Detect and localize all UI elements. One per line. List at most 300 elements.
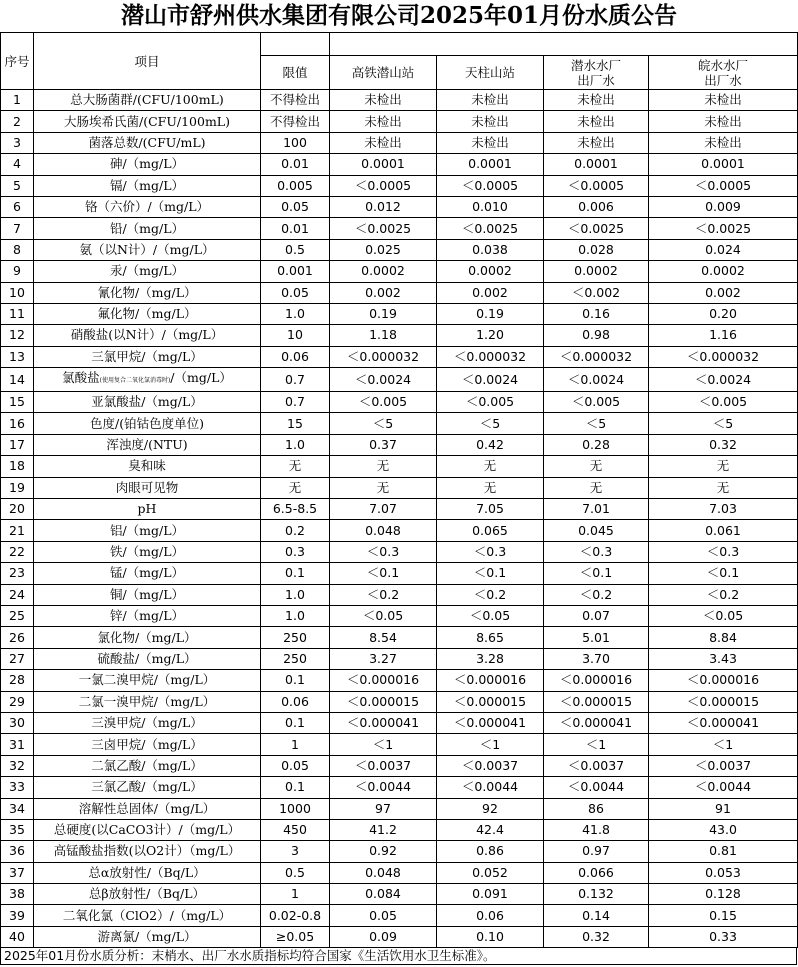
value-gaotie: ＜0.05 bbox=[330, 605, 437, 626]
value-wanshui-plant: 7.03 bbox=[649, 499, 798, 520]
row-item: 铝/（mg/L） bbox=[34, 520, 261, 541]
value-wanshui-plant: ＜0.0025 bbox=[649, 218, 798, 239]
value-gaotie: 0.012 bbox=[330, 196, 437, 217]
value-qianshui-plant: ＜0.2 bbox=[544, 584, 649, 605]
row-limit: 0.2 bbox=[261, 520, 330, 541]
value-tianzhushan: 8.65 bbox=[437, 627, 544, 648]
value-wanshui-plant: ＜0.0024 bbox=[649, 368, 798, 392]
row-limit: 0.05 bbox=[261, 196, 330, 217]
row-number: 20 bbox=[1, 499, 34, 520]
value-gaotie: 0.048 bbox=[330, 520, 437, 541]
value-qianshui-plant: 0.028 bbox=[544, 239, 649, 260]
value-gaotie: 0.19 bbox=[330, 303, 437, 324]
row-number: 23 bbox=[1, 563, 34, 584]
row-item: 锌/（mg/L） bbox=[34, 605, 261, 626]
value-qianshui-plant: ＜0.000041 bbox=[544, 712, 649, 733]
value-gaotie: 97 bbox=[330, 798, 437, 819]
row-limit: 0.06 bbox=[261, 346, 330, 367]
value-gaotie: 8.54 bbox=[330, 627, 437, 648]
table-row bbox=[1, 392, 798, 413]
table-row bbox=[1, 841, 798, 862]
value-qianshui-plant: ＜0.000032 bbox=[544, 346, 649, 367]
row-number: 28 bbox=[1, 670, 34, 691]
value-qianshui-plant: 0.0002 bbox=[544, 261, 649, 282]
value-tianzhushan: 0.091 bbox=[437, 884, 544, 905]
row-number: 5 bbox=[1, 175, 34, 196]
row-number: 31 bbox=[1, 734, 34, 755]
table-row bbox=[1, 648, 798, 669]
value-gaotie: 0.09 bbox=[330, 926, 437, 947]
row-item: 大肠埃希氏菌/(CFU/100mL) bbox=[34, 111, 261, 132]
table-row bbox=[1, 90, 798, 111]
row-item: 铁/（mg/L） bbox=[34, 541, 261, 562]
row-item: 总大肠菌群/(CFU/100mL) bbox=[34, 90, 261, 111]
value-wanshui-plant: 未检出 bbox=[649, 132, 798, 153]
water-quality-table bbox=[0, 32, 798, 948]
value-qianshui-plant: 0.14 bbox=[544, 905, 649, 926]
value-gaotie: ＜0.0005 bbox=[330, 175, 437, 196]
value-tianzhushan: ＜5 bbox=[437, 413, 544, 434]
value-gaotie: 7.07 bbox=[330, 499, 437, 520]
table-row bbox=[1, 670, 798, 691]
row-number: 17 bbox=[1, 434, 34, 455]
value-wanshui-plant: 0.009 bbox=[649, 196, 798, 217]
value-tianzhushan: ＜0.0024 bbox=[437, 368, 544, 392]
row-limit: 1 bbox=[261, 884, 330, 905]
value-gaotie: 0.92 bbox=[330, 841, 437, 862]
value-wanshui-plant: 0.15 bbox=[649, 905, 798, 926]
row-number: 24 bbox=[1, 584, 34, 605]
row-item: 总硬度(以CaCO3计）/（mg/L） bbox=[34, 819, 261, 840]
table-row bbox=[1, 346, 798, 367]
value-qianshui-plant: 0.98 bbox=[544, 325, 649, 346]
table-row bbox=[1, 196, 798, 217]
table-row bbox=[1, 926, 798, 947]
row-number: 9 bbox=[1, 261, 34, 282]
value-wanshui-plant: 0.0001 bbox=[649, 154, 798, 175]
table-row bbox=[1, 862, 798, 883]
value-tianzhushan: ＜0.000015 bbox=[437, 691, 544, 712]
table-row bbox=[1, 154, 798, 175]
table-row bbox=[1, 413, 798, 434]
value-gaotie: 无 bbox=[330, 456, 437, 477]
value-wanshui-plant: 91 bbox=[649, 798, 798, 819]
row-number: 16 bbox=[1, 413, 34, 434]
value-qianshui-plant: 3.70 bbox=[544, 648, 649, 669]
value-gaotie: ＜0.000032 bbox=[330, 346, 437, 367]
row-item: 硝酸盐(以N计）/（mg/L） bbox=[34, 325, 261, 346]
value-gaotie: 0.048 bbox=[330, 862, 437, 883]
row-item: 三氯乙酸/（mg/L） bbox=[34, 777, 261, 798]
table-row bbox=[1, 499, 798, 520]
value-qianshui-plant: 41.8 bbox=[544, 819, 649, 840]
value-qianshui-plant: 未检出 bbox=[544, 132, 649, 153]
row-item: 臭和味 bbox=[34, 456, 261, 477]
row-item: 氰化物/（mg/L） bbox=[34, 282, 261, 303]
value-wanshui-plant: 1.16 bbox=[649, 325, 798, 346]
row-limit: 0.02-0.8 bbox=[261, 905, 330, 926]
value-gaotie: 0.025 bbox=[330, 239, 437, 260]
row-limit: 0.1 bbox=[261, 712, 330, 733]
row-number: 22 bbox=[1, 541, 34, 562]
row-number: 2 bbox=[1, 111, 34, 132]
value-wanshui-plant: ＜1 bbox=[649, 734, 798, 755]
value-tianzhushan: 未检出 bbox=[437, 90, 544, 111]
value-gaotie: 3.27 bbox=[330, 648, 437, 669]
page-title: 潜山市舒州供水集团有限公司2025年01月份水质公告 bbox=[120, 2, 678, 29]
row-limit: 0.01 bbox=[261, 218, 330, 239]
header-limit: 限值 bbox=[261, 56, 330, 90]
value-wanshui-plant: 无 bbox=[649, 456, 798, 477]
value-gaotie: ＜0.0044 bbox=[330, 777, 437, 798]
value-gaotie: 未检出 bbox=[330, 90, 437, 111]
value-qianshui-plant: ＜0.0005 bbox=[544, 175, 649, 196]
row-number: 33 bbox=[1, 777, 34, 798]
value-tianzhushan: ＜1 bbox=[437, 734, 544, 755]
row-number: 40 bbox=[1, 926, 34, 947]
value-qianshui-plant: 5.01 bbox=[544, 627, 649, 648]
row-item: 氨（以N计）/（mg/L） bbox=[34, 239, 261, 260]
row-item: pH bbox=[34, 499, 261, 520]
row-limit: 不得检出 bbox=[261, 90, 330, 111]
row-item: 锰/（mg/L） bbox=[34, 563, 261, 584]
row-limit: 100 bbox=[261, 132, 330, 153]
row-limit: 250 bbox=[261, 648, 330, 669]
row-limit: 1.0 bbox=[261, 303, 330, 324]
value-wanshui-plant: ＜0.3 bbox=[649, 541, 798, 562]
value-gaotie: 41.2 bbox=[330, 819, 437, 840]
row-item: 汞/（mg/L） bbox=[34, 261, 261, 282]
row-item: 总β放射性/（Bq/L） bbox=[34, 884, 261, 905]
value-tianzhushan: 42.4 bbox=[437, 819, 544, 840]
table-row bbox=[1, 132, 798, 153]
row-limit: 0.1 bbox=[261, 563, 330, 584]
value-wanshui-plant: ＜0.0005 bbox=[649, 175, 798, 196]
value-qianshui-plant: ＜0.0025 bbox=[544, 218, 649, 239]
value-qianshui-plant: ＜0.3 bbox=[544, 541, 649, 562]
value-wanshui-plant: 未检出 bbox=[649, 111, 798, 132]
value-gaotie: 无 bbox=[330, 477, 437, 498]
value-tianzhushan: ＜0.0044 bbox=[437, 777, 544, 798]
value-wanshui-plant: 0.061 bbox=[649, 520, 798, 541]
row-item: 砷/（mg/L） bbox=[34, 154, 261, 175]
value-wanshui-plant: ＜0.000032 bbox=[649, 346, 798, 367]
value-tianzhushan: 0.038 bbox=[437, 239, 544, 260]
table-row bbox=[1, 712, 798, 733]
table-row bbox=[1, 884, 798, 905]
row-limit: 0.7 bbox=[261, 392, 330, 413]
value-tianzhushan: 0.10 bbox=[437, 926, 544, 947]
value-wanshui-plant: 0.81 bbox=[649, 841, 798, 862]
value-tianzhushan: 无 bbox=[437, 456, 544, 477]
value-qianshui-plant: ＜0.000016 bbox=[544, 670, 649, 691]
row-limit: 0.05 bbox=[261, 282, 330, 303]
header-site-gaotie: 高铁潜山站 bbox=[330, 56, 437, 90]
value-qianshui-plant: 0.132 bbox=[544, 884, 649, 905]
value-qianshui-plant: 86 bbox=[544, 798, 649, 819]
value-tianzhushan: 0.052 bbox=[437, 862, 544, 883]
table-row bbox=[1, 434, 798, 455]
table-row bbox=[1, 905, 798, 926]
row-number: 34 bbox=[1, 798, 34, 819]
value-wanshui-plant: ＜0.0044 bbox=[649, 777, 798, 798]
row-limit: 0.05 bbox=[261, 755, 330, 776]
value-wanshui-plant: ＜0.2 bbox=[649, 584, 798, 605]
table-row bbox=[1, 239, 798, 260]
row-limit: 3 bbox=[261, 841, 330, 862]
table-row bbox=[1, 175, 798, 196]
header-item: 项目 bbox=[34, 33, 261, 90]
value-wanshui-plant: ＜0.000041 bbox=[649, 712, 798, 733]
row-number: 38 bbox=[1, 884, 34, 905]
row-limit: 0.005 bbox=[261, 175, 330, 196]
table-row bbox=[1, 691, 798, 712]
value-wanshui-plant: 0.0002 bbox=[649, 261, 798, 282]
table-row bbox=[1, 261, 798, 282]
row-item: 氯酸盐(使用复合二氧化氯消毒时)/（mg/L） bbox=[34, 368, 261, 392]
row-number: 10 bbox=[1, 282, 34, 303]
row-number: 11 bbox=[1, 303, 34, 324]
row-item: 高锰酸盐指数(以O2计）（mg/L） bbox=[34, 841, 261, 862]
value-tianzhushan: ＜0.0025 bbox=[437, 218, 544, 239]
table-row bbox=[1, 819, 798, 840]
value-tianzhushan: 0.06 bbox=[437, 905, 544, 926]
value-wanshui-plant: 0.053 bbox=[649, 862, 798, 883]
value-wanshui-plant: 0.32 bbox=[649, 434, 798, 455]
row-number: 26 bbox=[1, 627, 34, 648]
value-qianshui-plant: 0.006 bbox=[544, 196, 649, 217]
header-blank-1 bbox=[261, 33, 330, 56]
value-qianshui-plant: 0.97 bbox=[544, 841, 649, 862]
row-item: 铬（六价）/（mg/L） bbox=[34, 196, 261, 217]
value-gaotie: ＜1 bbox=[330, 734, 437, 755]
row-item: 溶解性总固体/（mg/L） bbox=[34, 798, 261, 819]
value-gaotie: ＜0.000015 bbox=[330, 691, 437, 712]
table-row bbox=[1, 520, 798, 541]
value-qianshui-plant: ＜0.0044 bbox=[544, 777, 649, 798]
row-limit: 1 bbox=[261, 734, 330, 755]
table-row bbox=[1, 584, 798, 605]
value-tianzhushan: ＜0.1 bbox=[437, 563, 544, 584]
value-gaotie: ＜0.0025 bbox=[330, 218, 437, 239]
row-number: 21 bbox=[1, 520, 34, 541]
row-limit: 0.1 bbox=[261, 670, 330, 691]
row-limit: 10 bbox=[261, 325, 330, 346]
row-number: 4 bbox=[1, 154, 34, 175]
analysis-footer: 2025年01月份水质分析：末梢水、出厂水水质指标均符合国家《生活饮用水卫生标准》。 bbox=[0, 948, 797, 965]
value-qianshui-plant: 0.045 bbox=[544, 520, 649, 541]
value-gaotie: 0.084 bbox=[330, 884, 437, 905]
table-row bbox=[1, 368, 798, 392]
value-tianzhushan: 无 bbox=[437, 477, 544, 498]
header-plant-qianshui: 潜水水厂 出厂水 bbox=[544, 56, 649, 90]
table-row bbox=[1, 777, 798, 798]
value-tianzhushan: 1.20 bbox=[437, 325, 544, 346]
row-item: 氯化物/（mg/L） bbox=[34, 627, 261, 648]
row-item: 总α放射性/（Bq/L） bbox=[34, 862, 261, 883]
row-limit: 0.5 bbox=[261, 239, 330, 260]
value-wanshui-plant: 未检出 bbox=[649, 90, 798, 111]
value-gaotie: 1.18 bbox=[330, 325, 437, 346]
value-gaotie: ＜0.3 bbox=[330, 541, 437, 562]
value-tianzhushan: 92 bbox=[437, 798, 544, 819]
value-gaotie: 0.0002 bbox=[330, 261, 437, 282]
row-limit: 无 bbox=[261, 477, 330, 498]
table-row bbox=[1, 563, 798, 584]
value-tianzhushan: 0.0002 bbox=[437, 261, 544, 282]
value-tianzhushan: ＜0.3 bbox=[437, 541, 544, 562]
row-limit: 1.0 bbox=[261, 605, 330, 626]
row-number: 1 bbox=[1, 90, 34, 111]
value-qianshui-plant: ＜1 bbox=[544, 734, 649, 755]
value-tianzhushan: 0.42 bbox=[437, 434, 544, 455]
row-item: 硫酸盐/（mg/L） bbox=[34, 648, 261, 669]
value-gaotie: ＜0.005 bbox=[330, 392, 437, 413]
value-tianzhushan: ＜0.2 bbox=[437, 584, 544, 605]
row-limit: 250 bbox=[261, 627, 330, 648]
row-limit: 0.5 bbox=[261, 862, 330, 883]
value-gaotie: 0.002 bbox=[330, 282, 437, 303]
value-gaotie: ＜0.2 bbox=[330, 584, 437, 605]
row-number: 6 bbox=[1, 196, 34, 217]
value-tianzhushan: 0.002 bbox=[437, 282, 544, 303]
table-row bbox=[1, 605, 798, 626]
row-number: 7 bbox=[1, 218, 34, 239]
row-number: 32 bbox=[1, 755, 34, 776]
row-item: 一氯二溴甲烷/（mg/L） bbox=[34, 670, 261, 691]
value-qianshui-plant: ＜0.000015 bbox=[544, 691, 649, 712]
value-wanshui-plant: 0.024 bbox=[649, 239, 798, 260]
row-limit: 15 bbox=[261, 413, 330, 434]
value-wanshui-plant: ＜5 bbox=[649, 413, 798, 434]
table-row bbox=[1, 541, 798, 562]
value-wanshui-plant: ＜0.1 bbox=[649, 563, 798, 584]
table-row bbox=[1, 218, 798, 239]
value-tianzhushan: ＜0.0005 bbox=[437, 175, 544, 196]
header-seq: 序号 bbox=[1, 33, 34, 90]
value-qianshui-plant: ＜0.002 bbox=[544, 282, 649, 303]
value-qianshui-plant: 0.16 bbox=[544, 303, 649, 324]
row-limit: 1.0 bbox=[261, 584, 330, 605]
row-limit: 0.1 bbox=[261, 777, 330, 798]
value-qianshui-plant: 7.01 bbox=[544, 499, 649, 520]
value-gaotie: ＜0.1 bbox=[330, 563, 437, 584]
header-site-tianzhushan: 天柱山站 bbox=[437, 56, 544, 90]
row-item: 色度/(铂钴色度单位) bbox=[34, 413, 261, 434]
value-qianshui-plant: 无 bbox=[544, 477, 649, 498]
value-qianshui-plant: ＜0.0037 bbox=[544, 755, 649, 776]
value-qianshui-plant: 0.28 bbox=[544, 434, 649, 455]
row-item: 三氯甲烷/（mg/L） bbox=[34, 346, 261, 367]
row-item: 肉眼可见物 bbox=[34, 477, 261, 498]
row-limit: 0.01 bbox=[261, 154, 330, 175]
row-item: 二氯乙酸/（mg/L） bbox=[34, 755, 261, 776]
value-qianshui-plant: ＜5 bbox=[544, 413, 649, 434]
row-number: 13 bbox=[1, 346, 34, 367]
row-limit: 无 bbox=[261, 456, 330, 477]
value-gaotie: 0.37 bbox=[330, 434, 437, 455]
value-wanshui-plant: 0.002 bbox=[649, 282, 798, 303]
value-wanshui-plant: 0.20 bbox=[649, 303, 798, 324]
row-number: 27 bbox=[1, 648, 34, 669]
row-item: 三卤甲烷/（mg/L） bbox=[34, 734, 261, 755]
value-tianzhushan: 0.0001 bbox=[437, 154, 544, 175]
table-row bbox=[1, 111, 798, 132]
row-limit: 1.0 bbox=[261, 434, 330, 455]
row-limit: 0.7 bbox=[261, 368, 330, 392]
value-tianzhushan: 0.86 bbox=[437, 841, 544, 862]
row-limit: 6.5-8.5 bbox=[261, 499, 330, 520]
row-item: 铜/（mg/L） bbox=[34, 584, 261, 605]
header-blank-2 bbox=[330, 33, 798, 56]
table-row bbox=[1, 282, 798, 303]
table-row bbox=[1, 325, 798, 346]
row-limit: 0.3 bbox=[261, 541, 330, 562]
value-qianshui-plant: 无 bbox=[544, 456, 649, 477]
row-number: 29 bbox=[1, 691, 34, 712]
value-gaotie: ＜0.0037 bbox=[330, 755, 437, 776]
value-wanshui-plant: 0.33 bbox=[649, 926, 798, 947]
value-qianshui-plant: ＜0.005 bbox=[544, 392, 649, 413]
value-wanshui-plant: 3.43 bbox=[649, 648, 798, 669]
value-qianshui-plant: 未检出 bbox=[544, 111, 649, 132]
table-row bbox=[1, 755, 798, 776]
value-gaotie: 未检出 bbox=[330, 132, 437, 153]
row-number: 3 bbox=[1, 132, 34, 153]
row-limit: 不得检出 bbox=[261, 111, 330, 132]
value-tianzhushan: ＜0.05 bbox=[437, 605, 544, 626]
row-number: 25 bbox=[1, 605, 34, 626]
value-wanshui-plant: ＜0.000015 bbox=[649, 691, 798, 712]
value-wanshui-plant: ＜0.000016 bbox=[649, 670, 798, 691]
row-number: 19 bbox=[1, 477, 34, 498]
value-gaotie: ＜0.0024 bbox=[330, 368, 437, 392]
row-item: 菌落总数/(CFU/mL) bbox=[34, 132, 261, 153]
row-item: 三溴甲烷/（mg/L） bbox=[34, 712, 261, 733]
row-item: 二氧化氯（ClO2）/（mg/L） bbox=[34, 905, 261, 926]
row-number: 39 bbox=[1, 905, 34, 926]
value-tianzhushan: ＜0.000041 bbox=[437, 712, 544, 733]
value-tianzhushan: ＜0.000032 bbox=[437, 346, 544, 367]
value-qianshui-plant: 未检出 bbox=[544, 90, 649, 111]
value-tianzhushan: 未检出 bbox=[437, 132, 544, 153]
row-number: 35 bbox=[1, 819, 34, 840]
row-limit: 1000 bbox=[261, 798, 330, 819]
row-number: 15 bbox=[1, 392, 34, 413]
value-tianzhushan: 未检出 bbox=[437, 111, 544, 132]
value-qianshui-plant: 0.0001 bbox=[544, 154, 649, 175]
row-number: 18 bbox=[1, 456, 34, 477]
value-tianzhushan: 0.19 bbox=[437, 303, 544, 324]
row-number: 12 bbox=[1, 325, 34, 346]
row-number: 37 bbox=[1, 862, 34, 883]
table-row bbox=[1, 303, 798, 324]
value-qianshui-plant: 0.07 bbox=[544, 605, 649, 626]
value-gaotie: ＜0.000016 bbox=[330, 670, 437, 691]
value-tianzhushan: ＜0.0037 bbox=[437, 755, 544, 776]
row-limit: ≥0.05 bbox=[261, 926, 330, 947]
value-tianzhushan: 3.28 bbox=[437, 648, 544, 669]
table-row bbox=[1, 456, 798, 477]
table-row bbox=[1, 627, 798, 648]
row-item: 亚氯酸盐/（mg/L） bbox=[34, 392, 261, 413]
row-limit: 0.001 bbox=[261, 261, 330, 282]
table-row bbox=[1, 734, 798, 755]
row-item: 二氯一溴甲烷/（mg/L） bbox=[34, 691, 261, 712]
value-wanshui-plant: ＜0.05 bbox=[649, 605, 798, 626]
value-gaotie: 未检出 bbox=[330, 111, 437, 132]
value-wanshui-plant: 0.128 bbox=[649, 884, 798, 905]
